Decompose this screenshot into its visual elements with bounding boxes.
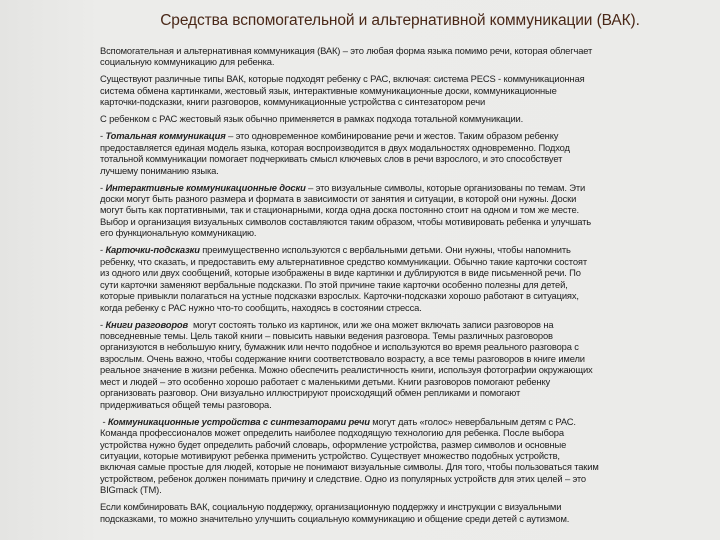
line-text: преимущественно используются с вербальными детьми. Они нужны, чтобы напомнить — [199, 244, 571, 256]
text-line: С ребенком с РАС жестовый язык обычно применяется в рамках подхода тотальной коммуникации. — [100, 113, 524, 125]
paragraph — [100, 244, 712, 313]
bullet-dash: - — [100, 318, 106, 330]
paragraph — [100, 501, 712, 524]
text-line: Если комбинировать ВАК, социальную поддержку, организационную поддержку и инструкции с визуальными — [100, 501, 562, 513]
text-line: предоставляется единая модель языка, которая воспроизводится в двух модальностях одновременно. Подход — [100, 141, 570, 153]
text-line: доски могут быть разного размера и формата в зависимости от занятия и ситуации, в которой они нужны. Доски — [100, 192, 577, 204]
text-line: его функциональную коммуникацию. — [100, 227, 257, 239]
text-line: повседневные темы. Цель такой книги – повысить навыки ведения разговора. Темы различных разговоров — [100, 329, 553, 341]
text-line: Команда профессионалов может определить наиболее подходящую технологию для ребенка. После выбора — [100, 427, 564, 439]
term-heading: Интерактивные коммуникационные доски — [105, 181, 306, 193]
paragraph — [100, 130, 712, 176]
text-line: включая самые простые для людей, которые не понимают визуальные символы. Для того, чтобы пользоваться таким — [100, 461, 599, 473]
text-line: Выбор и организация визуальных символов составляются таким образом, чтобы мотивировать ребенка и улучшать — [100, 215, 591, 227]
paragraph — [100, 73, 712, 107]
paragraph — [100, 182, 712, 239]
bullet-dash: - — [100, 130, 106, 142]
text-line: система обмена картинками, жестовый язык, интерактивные коммуникационные доски, коммуникационные — [100, 84, 557, 96]
line-text: – это одновременное комбинирование речи и жестов. Таким образом ребенку — [225, 130, 559, 142]
paragraph — [100, 113, 712, 124]
text-line: когда ребенку с РАС нужно что-то сообщить, находясь в состоянии стресса. — [100, 301, 422, 313]
text-line: Вспомогательная и альтернативная коммуникация (ВАК) – это любая форма языка помимо речи, которая облегчает — [100, 45, 593, 56]
text-line: которые привыкли полагаться на устные подсказки взрослых. Карточки-подсказки хорошо работают в ситуациях, — [100, 290, 579, 302]
text-line: социальную коммуникацию для ребенка. — [100, 56, 275, 68]
line-text: могут состоять только из картинок, или же она может включать записи разговоров на — [188, 318, 554, 330]
text-line: организуются в небольшую книгу, бумажник или нечто подобное и используются во время реального разговора с — [100, 341, 579, 353]
bullet-dash: - — [100, 244, 106, 256]
text-line: мест и людей – это особенно хорошо работает с маленькими детьми. Книги разговоров помогают ребенку — [100, 375, 551, 387]
text-line: организовать разговор. Они визуально иллюстрируют происходящий обмен репликами и помогают — [100, 387, 521, 399]
slide-body — [100, 45, 712, 530]
text-line: ребенку, что сказать, и предоставить ему альтернативное средство коммуникации. Обычно такие карточки состоят — [100, 255, 587, 267]
text-line: из одного или двух сообщений, которые изображены в виде картинки и дублируются в виде письменной речи. По — [100, 267, 581, 279]
paragraph — [100, 319, 712, 411]
term-heading: Карточки-подсказки — [105, 244, 200, 256]
text-line: Существуют различные типы ВАК, которые подходят ребенку с РАС, включая: система PECS - коммуникационная — [100, 73, 585, 85]
line-text: могут дать «голос» невербальным детям с РАС. — [369, 415, 576, 427]
paragraph — [100, 416, 712, 496]
text-line: устройства нужно будет определить рабочий словарь, оформление устройства, размер символов и основные — [100, 438, 567, 450]
text-line — [100, 130, 712, 141]
text-line: подсказками, то можно значительно улучшить социальную коммуникацию и общение среди детей с аутизмом. — [100, 512, 570, 524]
text-line: могут быть как портативными, так и стационарными, когда одна доска постоянно стоит на одном и том же месте. — [100, 204, 580, 216]
text-line — [100, 244, 712, 255]
text-line: тотальной коммуникации помогает подчеркивать смысл ключевых слов в речи взрослого, и это способствует — [100, 153, 563, 165]
text-line: BIGmack (TM). — [100, 484, 162, 496]
line-text: – это визуальные символы, которые организованы по темам. Эти — [305, 181, 586, 193]
text-line — [100, 319, 712, 330]
text-line: придерживаться общей темы разговора. — [100, 398, 272, 410]
text-line: карточки-подсказки, книги разговоров, коммуникационные устройства с синтезатором речи — [100, 96, 486, 108]
text-line — [100, 416, 712, 427]
text-line — [100, 182, 712, 193]
term-heading: Тотальная коммуникация — [105, 130, 226, 142]
term-heading: Книги разговоров — [105, 318, 189, 330]
text-line: сути карточки заменяют вербальные подсказки. По этой причине такие карточки особенно полезны для детей, — [100, 278, 568, 290]
term-heading: Коммуникационные устройства с синтезаторами речи — [107, 415, 370, 427]
bullet-dash: - — [100, 181, 106, 193]
text-line: взрослым. Очень важно, чтобы содержание книги соответствовало возрасту, а все темы разговоров в книге имели — [100, 352, 585, 364]
bullet-dash: - — [100, 415, 108, 427]
paragraph — [100, 45, 712, 68]
text-line: ситуации, которые мотивируют ребенка применить устройство. Существует множество подобных устройств, — [100, 450, 560, 461]
slide-title: Средства вспомогательной и альтернативной коммуникации (ВАК). — [160, 12, 640, 29]
text-line: устройством, ребенок должен понимать причину и следствие. Одно из популярных устройств для этих целей – это — [100, 472, 586, 484]
text-line: лучшему пониманию языка. — [100, 164, 219, 176]
text-line: реальное значение в жизни ребенка. Можно обеспечить реалистичность книги, используя фотографии окружающих — [100, 364, 593, 376]
